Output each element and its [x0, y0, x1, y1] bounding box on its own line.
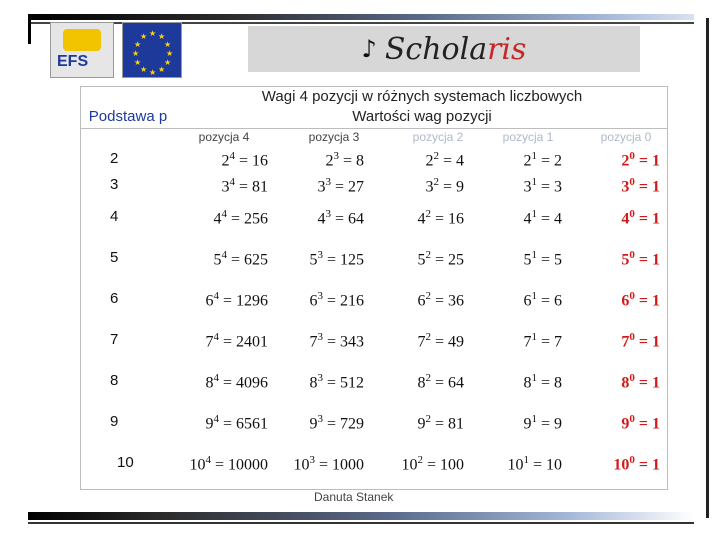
cell-value: = 216 — [326, 292, 364, 310]
cell-value: = 25 — [434, 251, 464, 269]
eu-flag-logo — [122, 22, 182, 78]
eu-stars-icon: ★ ★ ★ ★ ★ ★ ★ ★ ★ ★ ★ ★ — [132, 29, 174, 77]
cell-value: = 729 — [326, 415, 364, 433]
cell-base: 10 — [507, 456, 524, 474]
cell-exponent: 4 — [213, 372, 219, 384]
table-cell — [309, 249, 364, 269]
cell-base: 5 — [213, 251, 222, 269]
cell-base: 7 — [205, 333, 214, 351]
row-base: 7 — [110, 331, 119, 348]
cell-exponent: 0 — [629, 331, 635, 343]
cell-value: = 5 — [540, 251, 562, 269]
cell-exponent: 3 — [317, 372, 323, 384]
cell-exponent: 0 — [629, 454, 635, 466]
base-column-header: Podstawa p — [88, 108, 168, 125]
table-cell — [317, 176, 364, 196]
row-base: 9 — [110, 413, 119, 430]
table-cell — [425, 176, 464, 196]
cell-exponent: 1 — [531, 372, 537, 384]
table-cell — [213, 249, 268, 269]
table-cell — [621, 150, 660, 170]
cell-exponent: 1 — [531, 331, 537, 343]
cell-value: = 9 — [442, 178, 464, 196]
column-header-pos1: pozycja 1 — [502, 130, 554, 144]
table-cell — [523, 208, 562, 228]
cell-value: = 1 — [638, 333, 660, 351]
cell-value: = 4 — [442, 152, 464, 170]
row-base: 2 — [110, 150, 119, 167]
cell-base: 7 — [309, 333, 318, 351]
cell-value: = 100 — [426, 456, 464, 474]
cell-value: = 27 — [334, 178, 364, 196]
table-cell — [205, 372, 268, 392]
cell-exponent: 4 — [213, 413, 219, 425]
cell-base: 5 — [523, 251, 532, 269]
cell-base: 6 — [621, 292, 630, 310]
table-cell — [309, 372, 364, 392]
cell-exponent: 1 — [531, 150, 537, 162]
row-base: 5 — [110, 249, 119, 266]
cell-value: = 1296 — [222, 292, 268, 310]
cell-exponent: 4 — [221, 249, 227, 261]
cell-base: 6 — [309, 292, 318, 310]
cell-exponent: 4 — [229, 176, 235, 188]
cell-exponent: 2 — [425, 249, 431, 261]
table-cell — [417, 331, 464, 351]
column-header-pos2: pozycja 2 — [412, 130, 464, 144]
cell-exponent: 2 — [425, 331, 431, 343]
table-cell — [317, 208, 364, 228]
efs-logo — [50, 22, 114, 78]
cell-value: = 16 — [238, 152, 268, 170]
table-cell — [417, 372, 464, 392]
cell-value: = 7 — [540, 333, 562, 351]
table-cell — [507, 454, 562, 474]
cell-base: 5 — [417, 251, 426, 269]
table-cell — [621, 208, 660, 228]
cell-exponent: 1 — [531, 290, 537, 302]
cell-exponent: 2 — [425, 413, 431, 425]
cell-exponent: 4 — [213, 290, 219, 302]
row-base: 6 — [110, 290, 119, 307]
cell-base: 6 — [523, 292, 532, 310]
cell-base: 10 — [401, 456, 418, 474]
cell-base: 3 — [425, 178, 434, 196]
table-subtitle: Wartości wag pozycji — [352, 108, 492, 125]
cell-base: 2 — [221, 152, 230, 170]
table-cell — [189, 454, 268, 474]
efs-mark-icon — [63, 29, 101, 51]
table-cell — [621, 331, 660, 351]
cell-value: = 49 — [434, 333, 464, 351]
cell-base: 2 — [425, 152, 434, 170]
cell-value: = 625 — [230, 251, 268, 269]
cell-base: 7 — [621, 333, 630, 351]
column-header-pos3: pozycja 3 — [308, 130, 360, 144]
cell-exponent: 3 — [317, 413, 323, 425]
table-cell — [417, 290, 464, 310]
cell-value: = 64 — [334, 210, 364, 228]
table-cell — [621, 176, 660, 196]
cell-exponent: 2 — [433, 150, 439, 162]
cell-exponent: 4 — [229, 150, 235, 162]
cell-exponent: 3 — [317, 331, 323, 343]
table-cell — [205, 290, 268, 310]
table-cell — [221, 150, 268, 170]
cell-exponent: 3 — [333, 150, 339, 162]
cell-value: = 343 — [326, 333, 364, 351]
cell-value: = 1 — [638, 456, 660, 474]
table-title: Wagi 4 pozycji w różnych systemach liczbowych — [261, 88, 583, 105]
cell-base: 3 — [317, 178, 326, 196]
cell-base: 9 — [309, 415, 318, 433]
cell-exponent: 1 — [531, 208, 537, 220]
cell-exponent: 0 — [629, 208, 635, 220]
cell-value: = 512 — [326, 374, 364, 392]
cell-value: = 1000 — [318, 456, 364, 474]
cell-base: 3 — [221, 178, 230, 196]
cell-exponent: 3 — [317, 290, 323, 302]
cell-base: 10 — [293, 456, 310, 474]
table-border — [80, 86, 668, 490]
table-cell — [309, 290, 364, 310]
cell-exponent: 0 — [629, 413, 635, 425]
cell-base: 4 — [213, 210, 222, 228]
table-cell — [309, 413, 364, 433]
table-cell — [523, 249, 562, 269]
table-cell — [293, 454, 364, 474]
cell-exponent: 4 — [221, 208, 227, 220]
cell-base: 3 — [523, 178, 532, 196]
cell-base: 10 — [613, 456, 630, 474]
cell-base: 10 — [189, 456, 206, 474]
cell-exponent: 0 — [629, 372, 635, 384]
scholaris-mark-icon: ♪ — [361, 35, 377, 63]
table-cell — [621, 290, 660, 310]
cell-exponent: 1 — [531, 176, 537, 188]
cell-value: = 3 — [540, 178, 562, 196]
author-footer: Danuta Stanek — [314, 490, 394, 504]
cell-exponent: 0 — [629, 176, 635, 188]
cell-exponent: 3 — [325, 176, 331, 188]
scholaris-logo-text — [385, 32, 527, 67]
cell-exponent: 4 — [213, 331, 219, 343]
cell-value: = 2401 — [222, 333, 268, 351]
cell-value: = 4 — [540, 210, 562, 228]
cell-value: = 1 — [638, 178, 660, 196]
table-cell — [621, 413, 660, 433]
cell-base: 8 — [205, 374, 214, 392]
cell-base: 3 — [621, 178, 630, 196]
cell-exponent: 3 — [325, 208, 331, 220]
cell-value: = 64 — [434, 374, 464, 392]
cell-value: = 81 — [238, 178, 268, 196]
cell-base: 4 — [317, 210, 326, 228]
cell-value: = 1 — [638, 374, 660, 392]
cell-value: = 1 — [638, 292, 660, 310]
cell-exponent: 2 — [425, 208, 431, 220]
cell-value: = 4096 — [222, 374, 268, 392]
table-cell — [523, 150, 562, 170]
cell-base: 9 — [621, 415, 630, 433]
cell-exponent: 2 — [417, 454, 423, 466]
cell-base: 9 — [523, 415, 532, 433]
cell-value: = 125 — [326, 251, 364, 269]
scholaris-logo-text-accent: ris — [487, 31, 527, 67]
cell-value: = 16 — [434, 210, 464, 228]
cell-base: 7 — [417, 333, 426, 351]
table-cell — [213, 208, 268, 228]
cell-value: = 8 — [540, 374, 562, 392]
column-header-pos0: pozycja 0 — [600, 130, 652, 144]
table-cell — [425, 150, 464, 170]
weights-table — [80, 86, 668, 490]
cell-base: 8 — [417, 374, 426, 392]
cell-base: 7 — [523, 333, 532, 351]
cell-base: 6 — [205, 292, 214, 310]
cell-value: = 10 — [532, 456, 562, 474]
scholaris-logo-text-main: Schola — [384, 31, 488, 67]
column-header-pos4: pozycja 4 — [198, 130, 250, 144]
table-cell — [621, 372, 660, 392]
cell-value: = 9 — [540, 415, 562, 433]
cell-value: = 1 — [638, 210, 660, 228]
table-cell — [523, 176, 562, 196]
cell-base: 4 — [417, 210, 426, 228]
cell-base: 8 — [621, 374, 630, 392]
top-decor-bar — [28, 14, 694, 20]
bottom-decor-line — [28, 522, 694, 524]
cell-exponent: 3 — [317, 249, 323, 261]
cell-base: 9 — [417, 415, 426, 433]
cell-value: = 10000 — [214, 456, 268, 474]
cell-base: 4 — [621, 210, 630, 228]
table-cell — [613, 454, 660, 474]
cell-value: = 2 — [540, 152, 562, 170]
cell-value: = 1 — [638, 152, 660, 170]
table-cell — [523, 290, 562, 310]
cell-value: = 256 — [230, 210, 268, 228]
table-cell — [205, 331, 268, 351]
cell-base: 8 — [523, 374, 532, 392]
cell-base: 2 — [325, 152, 334, 170]
cell-exponent: 3 — [309, 454, 315, 466]
bottom-decor-bar — [28, 512, 694, 520]
table-cell — [523, 331, 562, 351]
table-cell — [523, 372, 562, 392]
cell-value: = 6 — [540, 292, 562, 310]
cell-value: = 36 — [434, 292, 464, 310]
cell-base: 9 — [205, 415, 214, 433]
cell-exponent: 2 — [425, 290, 431, 302]
cell-base: 5 — [309, 251, 318, 269]
table-cell — [401, 454, 464, 474]
row-base: 8 — [110, 372, 119, 389]
cell-base: 5 — [621, 251, 630, 269]
cell-value: = 6561 — [222, 415, 268, 433]
cell-exponent: 2 — [433, 176, 439, 188]
cell-exponent: 1 — [531, 249, 537, 261]
cell-exponent: 1 — [531, 413, 537, 425]
table-cell — [523, 413, 562, 433]
cell-base: 6 — [417, 292, 426, 310]
table-cell — [221, 176, 268, 196]
cell-base: 4 — [523, 210, 532, 228]
table-cell — [309, 331, 364, 351]
table-cell — [325, 150, 364, 170]
table-cell — [417, 208, 464, 228]
cell-exponent: 0 — [629, 150, 635, 162]
cell-value: = 8 — [342, 152, 364, 170]
cell-base: 2 — [621, 152, 630, 170]
cell-value: = 1 — [638, 415, 660, 433]
row-base: 4 — [110, 208, 119, 225]
cell-exponent: 0 — [629, 249, 635, 261]
right-decor-bar — [706, 18, 709, 518]
table-cell — [621, 249, 660, 269]
cell-exponent: 4 — [205, 454, 211, 466]
left-decor-bar — [28, 14, 31, 44]
row-base: 3 — [110, 176, 119, 193]
row-base: 10 — [117, 454, 134, 471]
table-cell — [205, 413, 268, 433]
efs-logo-text: EFS — [57, 53, 89, 70]
cell-exponent: 0 — [629, 290, 635, 302]
table-cell — [417, 413, 464, 433]
cell-exponent: 2 — [425, 372, 431, 384]
cell-base: 2 — [523, 152, 532, 170]
scholaris-logo — [248, 26, 640, 72]
cell-exponent: 1 — [523, 454, 529, 466]
cell-base: 8 — [309, 374, 318, 392]
cell-value: = 81 — [434, 415, 464, 433]
table-cell — [417, 249, 464, 269]
cell-value: = 1 — [638, 251, 660, 269]
